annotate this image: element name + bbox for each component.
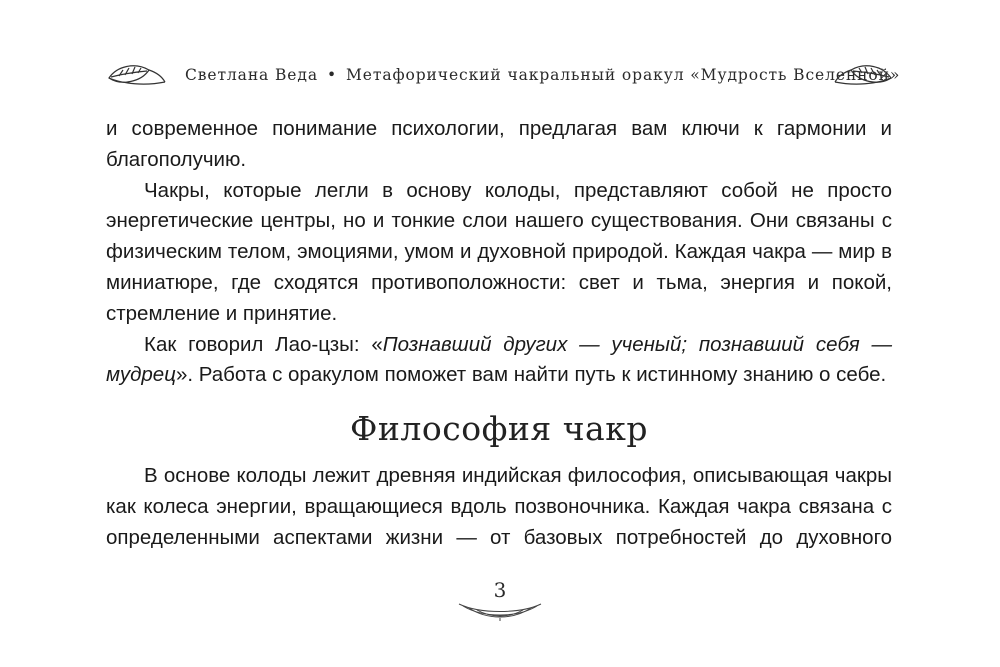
header-separator: • <box>326 66 338 84</box>
quote-text: Познавший других — ученый; познавший себя — мудрец <box>106 332 892 387</box>
header-book-title: Метафорический чакральный оракул «Мудрость Вселенной» <box>346 66 901 84</box>
paragraph-chakras: Чакры, которые легли в основу колоды, представляют собой не просто энергетические центры, но и тонкие слои нашего существования. Они связаны с физическим телом, эмоциями, умом и духовной природой. Каждая чакра — мир в миниатюре, где сходятся противоположности: свет и тьма, энергия и покой, стремление и принятие. <box>106 178 892 325</box>
paragraph-lao-tzu <box>106 330 892 392</box>
running-header-text <box>185 66 901 84</box>
paragraph-philosophy: В основе колоды лежит древняя индийская философия, описывающая чакры как колеса энергии, вращающиеся вдоль позвоночника. Каждая чакра связана с определенными аспектами жизни — от базовых потребностей до духовного <box>106 464 892 549</box>
section-heading: Философия чакр <box>350 409 648 449</box>
leaf-ornament-icon <box>833 60 895 90</box>
running-header <box>105 58 901 92</box>
quote-rest: ». Работа с оракулом поможет вам найти путь к истинному знанию о себе. <box>175 363 887 387</box>
leaf-ornament-icon <box>105 60 167 90</box>
quote-intro: Как говорил Лао-цзы: « <box>144 332 383 356</box>
header-author: Светлана Веда <box>185 66 318 84</box>
paragraph-continued: и современное понимание психологии, предлагая вам ключи к гармонии и благополучию. <box>106 117 892 171</box>
page-body <box>106 114 892 554</box>
page-number: 3 <box>493 578 507 602</box>
feather-ornament-icon <box>455 598 545 622</box>
